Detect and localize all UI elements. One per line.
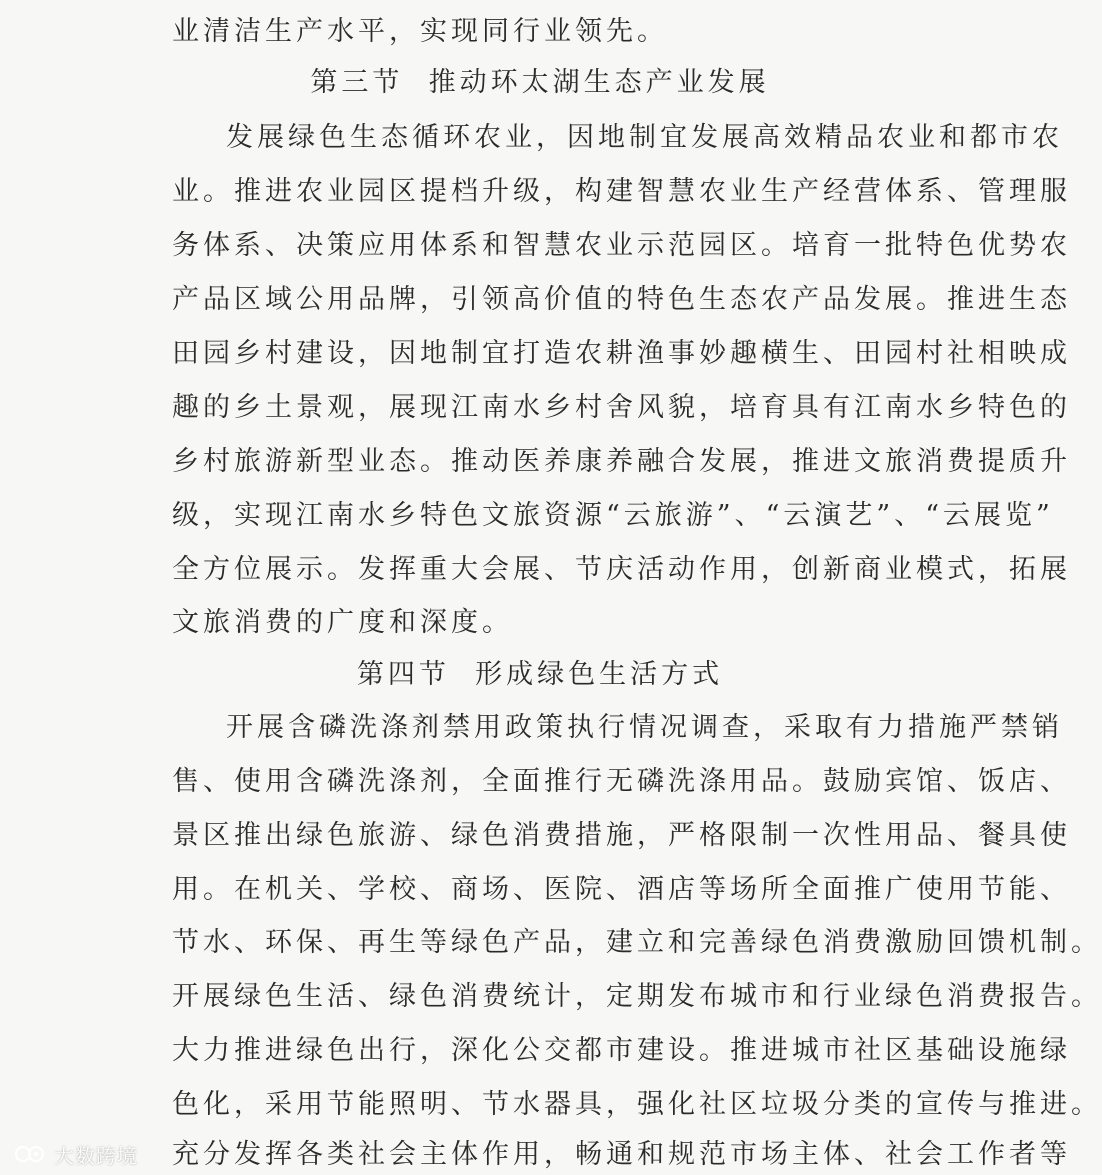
paragraph-line: 开展含磷洗涤剂禁用政策执行情况调查，采取有力措施严禁销 [226, 712, 1063, 743]
paragraph-line: 田园乡村建设，因地制宜打造农耕渔事妙趣横生、田园村社相映成 [172, 338, 1071, 369]
section-heading-4: 第四节 形成绿色生活方式 [356, 659, 724, 690]
paragraph-line: 充分发挥各类社会主体作用，畅通和规范市场主体、社会工作者等 [172, 1139, 1071, 1170]
paragraph-line: 产品区域公用品牌，引领高价值的特色生态农产品发展。推进生态 [172, 284, 1071, 315]
paragraph-line: 大力推进绿色出行，深化公交都市建设。推进城市社区基础设施绿 [172, 1035, 1071, 1066]
paragraph-line: 节水、环保、再生等绿色产品，建立和完善绿色消费激励回馈机制。 [172, 927, 1102, 958]
section-heading-3: 第三节 推动环太湖生态产业发展 [310, 67, 770, 98]
watermark [14, 1138, 138, 1170]
paragraph-line: 色化，采用节能照明、节水器具，强化社区垃圾分类的宣传与推进。 [172, 1089, 1102, 1120]
paragraph-line: 趣的乡土景观，展现江南水乡村舍风貌，培育具有江南水乡特色的 [172, 392, 1071, 423]
brand-logo-icon [14, 1142, 48, 1166]
paragraph-line: 开展绿色生活、绿色消费统计，定期发布城市和行业绿色消费报告。 [172, 981, 1102, 1012]
paragraph-line: 售、使用含磷洗涤剂，全面推行无磷洗涤用品。鼓励宾馆、饭店、 [172, 766, 1071, 797]
paragraph-line: 用。在机关、学校、商场、医院、酒店等场所全面推广使用节能、 [172, 874, 1071, 905]
watermark-text: 大数跨境 [54, 1143, 138, 1168]
paragraph-line: 业。推进农业园区提档升级，构建智慧农业生产经营体系、管理服 [172, 176, 1071, 207]
paragraph-line: 业清洁生产水平，实现同行业领先。 [172, 16, 668, 47]
paragraph-line: 景区推出绿色旅游、绿色消费措施，严格限制一次性用品、餐具使 [172, 820, 1071, 851]
paragraph-line: 全方位展示。发挥重大会展、节庆活动作用，创新商业模式，拓展 [172, 554, 1071, 585]
paragraph-line: 乡村旅游新型业态。推动医养康养融合发展，推进文旅消费提质升 [172, 446, 1071, 477]
paragraph-line: 发展绿色生态循环农业，因地制宜发展高效精品农业和都市农 [226, 122, 1063, 153]
paragraph-line: 文旅消费的广度和深度。 [172, 607, 513, 638]
paragraph-line: 务体系、决策应用体系和智慧农业示范园区。培育一批特色优势农 [172, 230, 1071, 261]
paragraph-line: 级，实现江南水乡特色文旅资源“云旅游”、“云演艺”、“云展览” [172, 500, 1054, 531]
